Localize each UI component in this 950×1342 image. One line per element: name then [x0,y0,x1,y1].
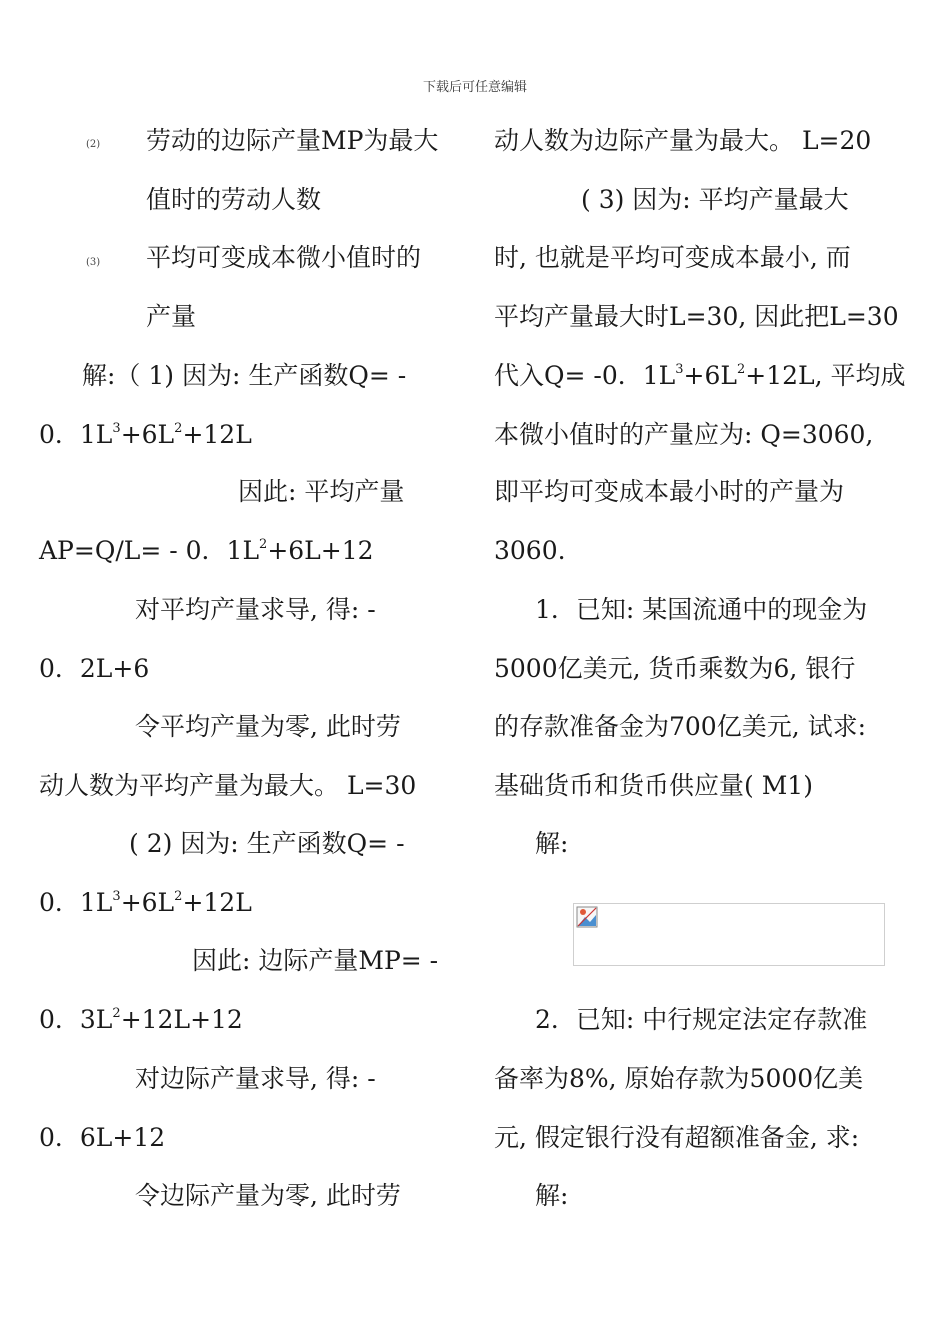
derivative2-line-1: 对边际产量求导, 得: - [135,1064,376,1093]
right-line-1: 动人数为边际产量为最大。 L=20 [494,126,872,155]
zero2-line-1: 令边际产量为零, 此时劳 [135,1181,401,1210]
embedded-image-placeholder [573,903,885,966]
average-product-label: 因此: 平均产量 [238,477,405,506]
solution3-line-1: ( 3) 因为: 平均产量最大 [581,185,849,214]
question1-line-1: 1．已知: 某国流通中的现金为 [535,595,868,624]
solution3-line-3: 平均产量最大时L=30, 因此把L=30 [494,302,899,331]
marginal-product-label: 因此: 边际产量MP= - [192,946,439,975]
question2-line-2: 备率为8%, 原始存款为5000亿美 [494,1064,864,1093]
answer1-label: 解: [535,829,569,858]
answer2-label: 解: [535,1181,569,1210]
solution2-line-1: ( 2) 因为: 生产函数Q= - [129,829,405,858]
solution2-formula: 0．$1L^3+6L^2+12L$ [39,888,252,917]
item3-line-2: 产量 [146,302,197,331]
derivative2-line-2: 0．6L+12 [39,1123,166,1152]
solution3-line-5: 本微小值时的产量应为: Q=3060, [494,420,874,449]
broken-image-icon [576,906,598,928]
solution1-formula: 0．$1L^3+6L^2+12L$ [39,420,252,449]
derivative1-line-2: 0．2L+6 [39,654,150,683]
page-header: 下载后可任意编辑 [422,80,527,95]
zero1-line-2: 动人数为平均产量为最大。 L=30 [39,771,417,800]
derivative1-line-1: 对平均产量求导, 得: - [135,595,376,624]
marginal-product-formula: 0．$3L^2+12L+12$ [39,1005,243,1034]
solution3-line-7: 3060. [494,536,566,565]
item-number-3: (3) [86,257,101,268]
question1-line-4: 基础货币和货币供应量( M1) [494,771,813,800]
question1-line-2: 5000亿美元, 货币乘数为6, 银行 [494,654,856,683]
solution3-formula: 代入Q= -0．$1L^3+6L^2+12L$, 平均成 [494,361,906,390]
question1-line-3: 的存款准备金为700亿美元, 试求: [494,712,867,741]
item3-line-1: 平均可变成本微小值时的 [146,243,422,272]
solution1-line-1: 解:（ 1) 因为: 生产函数Q= - [82,361,407,390]
question2-line-3: 元, 假定银行没有超额准备金, 求: [494,1123,860,1152]
solution3-line-6: 即平均可变成本最小时的产量为 [494,477,845,506]
item-number-2: (2) [86,139,101,150]
average-product-formula: AP=Q/L= - 0．$1L^2+6L+12$ [39,536,374,565]
item2-line-2: 值时的劳动人数 [146,185,322,214]
zero1-line-1: 令平均产量为零, 此时劳 [135,712,401,741]
question2-line-1: 2．已知: 中行规定法定存款准 [535,1005,868,1034]
solution3-line-2: 时, 也就是平均可变成本最小, 而 [494,243,851,272]
item2-line-1: 劳动的边际产量MP为最大 [146,126,439,155]
